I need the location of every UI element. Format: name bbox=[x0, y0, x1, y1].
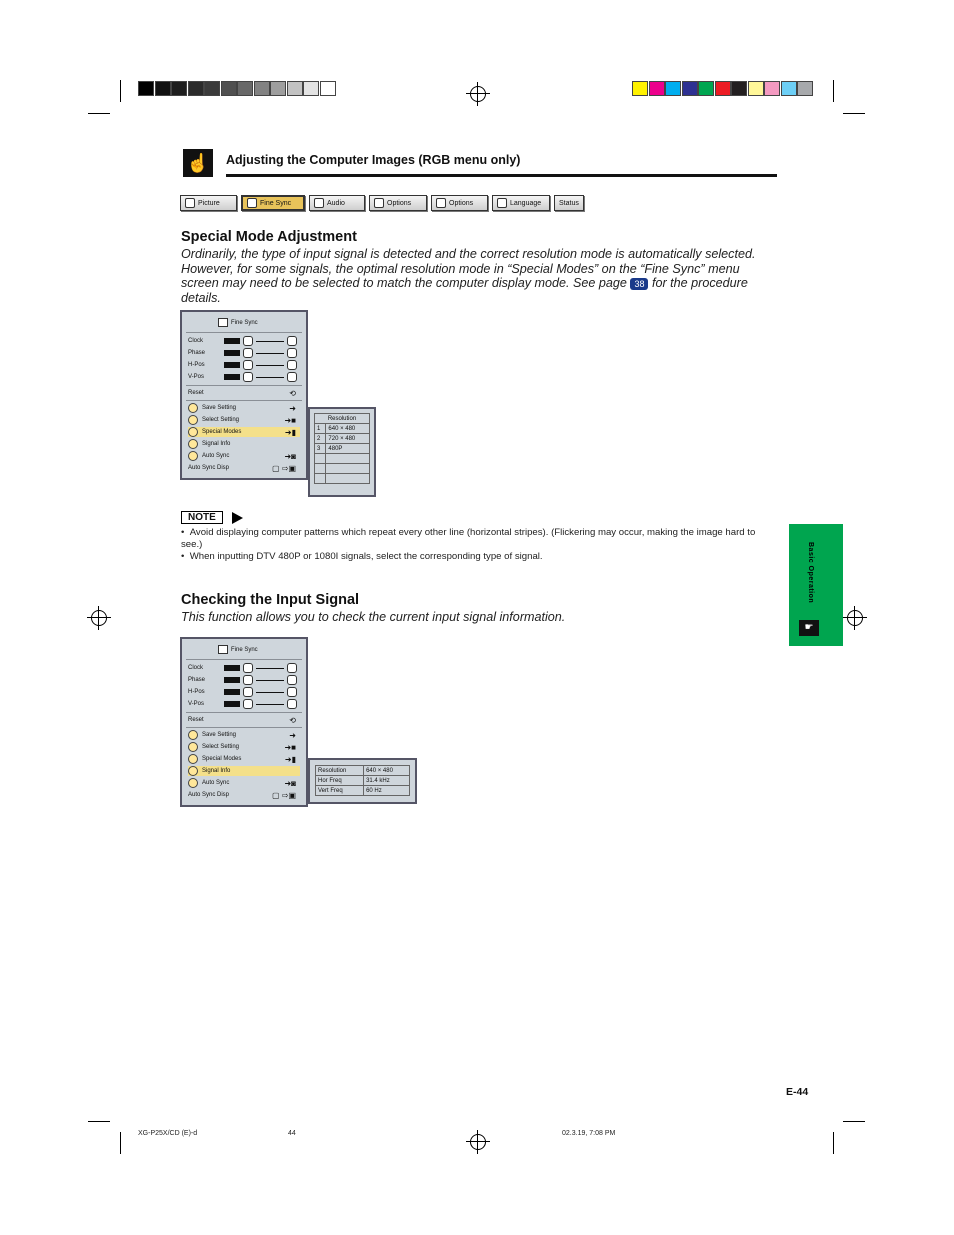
auto-sync-icon bbox=[188, 778, 198, 788]
slider-track bbox=[256, 365, 284, 366]
osd-item-special-modes[interactable] bbox=[188, 754, 300, 764]
crop-mark bbox=[88, 1121, 110, 1122]
tab-options-1[interactable] bbox=[369, 195, 427, 211]
arrow-right-icon: ➜▮ bbox=[284, 427, 296, 437]
row-label: Reset bbox=[188, 717, 204, 723]
row-label: H-Pos bbox=[188, 689, 205, 695]
row-key: Hor Freq bbox=[316, 776, 364, 786]
table-row bbox=[316, 766, 410, 776]
osd-title-text: Fine Sync bbox=[231, 646, 258, 653]
fine-sync-icon bbox=[218, 318, 228, 327]
footer-timestamp: 02.3.19, 7:08 PM bbox=[562, 1130, 616, 1137]
tab-status[interactable] bbox=[554, 195, 584, 211]
divider bbox=[186, 659, 302, 660]
color-swatch bbox=[797, 81, 813, 96]
crop-mark bbox=[120, 1132, 121, 1154]
row-number: 1 bbox=[315, 424, 326, 434]
value-bar bbox=[224, 665, 240, 671]
color-swatch bbox=[204, 81, 220, 96]
value-bar bbox=[224, 689, 240, 695]
knob-icon bbox=[287, 360, 297, 370]
registration-mark-icon bbox=[470, 86, 486, 102]
description-text: Ordinarily, the type of input signal is detected and the correct resolution mode is automatically selected. However, for some signals, the optimal resolution mode in “Special Modes” on the “Fine Sync” menu screen may need to be selected to match the computer display mode. See page bbox=[181, 247, 756, 291]
row-label: Select Setting bbox=[202, 417, 240, 423]
row-label: Phase bbox=[188, 350, 206, 356]
color-swatch bbox=[237, 81, 253, 96]
special-mode-heading: Special Mode Adjustment bbox=[181, 229, 357, 245]
color-swatch bbox=[303, 81, 319, 96]
crop-mark bbox=[843, 1121, 865, 1122]
crop-mark bbox=[833, 80, 834, 102]
resolution-table bbox=[314, 413, 370, 484]
osd-item-save-setting[interactable] bbox=[188, 403, 300, 413]
arrow-right-icon: ➜◙ bbox=[284, 451, 296, 461]
color-swatch bbox=[287, 81, 303, 96]
color-swatch bbox=[270, 81, 286, 96]
save-icon bbox=[188, 403, 198, 413]
color-swatch bbox=[254, 81, 270, 96]
knob-icon bbox=[287, 663, 297, 673]
osd-row-reset[interactable] bbox=[188, 715, 300, 725]
fine-sync-icon bbox=[218, 645, 228, 654]
osd-item-select-setting[interactable] bbox=[188, 415, 300, 425]
tab-label: Status bbox=[559, 199, 579, 207]
fine-sync-icon bbox=[247, 198, 257, 208]
row-label: V-Pos bbox=[188, 701, 205, 707]
footer-filename: XG-P25X/CD (E)-d bbox=[138, 1130, 198, 1137]
note-text: When inputting DTV 480P or 1080I signals, select the corresponding type of signal. bbox=[189, 551, 543, 562]
color-swatch bbox=[649, 81, 665, 96]
osd-row-hpos[interactable] bbox=[188, 360, 297, 370]
arrow-right-icon: ➜ bbox=[289, 403, 296, 413]
color-swatch bbox=[665, 81, 681, 96]
osd-row-clock[interactable] bbox=[188, 336, 297, 346]
note-text: Avoid displaying computer patterns which repeat every other line (horizontal stripes). (Flickering may occur, making the image hard to see.) bbox=[181, 527, 756, 550]
page-reference-badge[interactable]: 38 bbox=[630, 278, 648, 290]
knob-icon bbox=[243, 348, 253, 358]
options-icon bbox=[374, 198, 384, 208]
divider bbox=[186, 332, 302, 333]
value-bar bbox=[224, 374, 240, 380]
osd-title-text: Fine Sync bbox=[231, 319, 258, 326]
knob-icon bbox=[243, 675, 253, 685]
speaker-icon bbox=[314, 198, 324, 208]
note-arrow-icon bbox=[232, 512, 243, 524]
osd-row-reset[interactable] bbox=[188, 388, 300, 398]
color-swatch bbox=[781, 81, 797, 96]
slider-track bbox=[256, 704, 284, 705]
picture-icon bbox=[185, 198, 195, 208]
row-value: 640 × 480 bbox=[326, 424, 370, 434]
arrow-right-icon: ➜ bbox=[289, 730, 296, 740]
row-label: Auto Sync bbox=[202, 453, 230, 459]
osd-item-auto-sync[interactable] bbox=[188, 451, 300, 461]
arrow-right-icon: ▢ ⇨▣ bbox=[271, 463, 296, 473]
knob-icon bbox=[287, 687, 297, 697]
slider-track bbox=[256, 341, 284, 342]
value-bar bbox=[224, 701, 240, 707]
tab-label: Fine Sync bbox=[260, 199, 292, 207]
crop-mark bbox=[88, 113, 110, 114]
table-row bbox=[316, 776, 410, 786]
table-row bbox=[315, 464, 370, 474]
row-label: Special Modes bbox=[202, 429, 242, 435]
tab-language[interactable] bbox=[492, 195, 550, 211]
osd-item-save-setting[interactable] bbox=[188, 730, 300, 740]
row-value: 480P bbox=[326, 444, 370, 454]
color-swatch bbox=[715, 81, 731, 96]
color-swatch bbox=[731, 81, 747, 96]
value-bar bbox=[224, 338, 240, 344]
special-modes-icon bbox=[188, 427, 198, 437]
special-mode-description bbox=[181, 247, 777, 305]
color-swatch bbox=[682, 81, 698, 96]
knob-icon bbox=[287, 348, 297, 358]
row-label: H-Pos bbox=[188, 362, 205, 368]
color-swatch bbox=[155, 81, 171, 96]
menu-tab-bar bbox=[180, 195, 584, 213]
divider bbox=[186, 712, 302, 713]
tab-audio[interactable] bbox=[309, 195, 365, 211]
tab-label: Options bbox=[387, 199, 412, 207]
arrow-right-icon: ➜■ bbox=[284, 742, 296, 752]
checking-input-description: This function allows you to check the current input signal information. bbox=[181, 610, 566, 624]
table-row[interactable] bbox=[315, 434, 370, 444]
checking-input-heading: Checking the Input Signal bbox=[181, 592, 360, 608]
row-label: Reset bbox=[188, 390, 204, 396]
osd-row-clock[interactable] bbox=[188, 663, 297, 673]
divider bbox=[186, 727, 302, 728]
table-row[interactable] bbox=[315, 444, 370, 454]
color-swatch bbox=[698, 81, 714, 96]
signal-info-icon bbox=[188, 766, 198, 776]
row-label: Signal Info bbox=[202, 768, 231, 774]
osd-row-phase[interactable] bbox=[188, 675, 297, 685]
divider bbox=[186, 400, 302, 401]
note-bullet-1: • Avoid displaying computer patterns which repeat every other line (horizontal stripes). (Flickering may occur, making the image hard to see.) bbox=[181, 527, 756, 550]
knob-icon bbox=[287, 699, 297, 709]
row-label: Auto Sync bbox=[202, 780, 230, 786]
tab-label: Picture bbox=[198, 199, 220, 207]
knob-icon bbox=[243, 687, 253, 697]
reset-icon: ⟲ bbox=[289, 388, 296, 398]
knob-icon bbox=[243, 360, 253, 370]
crop-mark bbox=[843, 113, 865, 114]
arrow-right-icon: ➜◙ bbox=[284, 778, 296, 788]
row-key: Resolution bbox=[316, 766, 364, 776]
tab-options-2[interactable] bbox=[431, 195, 488, 211]
osd-item-auto-sync[interactable] bbox=[188, 778, 300, 788]
slider-track bbox=[256, 692, 284, 693]
slider-track bbox=[256, 377, 284, 378]
osd-item-signal-info[interactable] bbox=[188, 766, 300, 776]
special-modes-icon bbox=[188, 754, 198, 764]
save-icon bbox=[188, 730, 198, 740]
osd-item-select-setting[interactable] bbox=[188, 742, 300, 752]
row-number: 2 bbox=[315, 434, 326, 444]
value-bar bbox=[224, 362, 240, 368]
knob-icon bbox=[287, 675, 297, 685]
value-bar bbox=[224, 350, 240, 356]
auto-sync-icon bbox=[188, 451, 198, 461]
knob-icon bbox=[243, 663, 253, 673]
color-swatch bbox=[138, 81, 154, 96]
header-rule bbox=[226, 174, 777, 177]
slider-track bbox=[256, 668, 284, 669]
crop-mark bbox=[120, 80, 121, 102]
resolution-header: Resolution bbox=[315, 414, 370, 424]
row-number: 3 bbox=[315, 444, 326, 454]
select-icon bbox=[188, 415, 198, 425]
color-swatch bbox=[748, 81, 764, 96]
osd-item-auto-sync-disp[interactable] bbox=[188, 790, 300, 800]
color-swatch bbox=[188, 81, 204, 96]
note-label: NOTE bbox=[181, 511, 223, 524]
knob-icon bbox=[287, 336, 297, 346]
section-header-title: Adjusting the Computer Images (RGB menu only) bbox=[226, 153, 521, 167]
table-row bbox=[316, 786, 410, 796]
fine-sync-osd-menu-2 bbox=[180, 637, 308, 807]
tab-label: Language bbox=[510, 199, 542, 207]
row-label: Signal Info bbox=[202, 441, 231, 447]
registration-mark-icon bbox=[91, 610, 107, 626]
registration-mark-icon bbox=[847, 610, 863, 626]
tab-fine-sync[interactable] bbox=[241, 195, 305, 211]
hand-pointer-icon: ☝ bbox=[183, 149, 213, 177]
signal-info-table bbox=[315, 765, 410, 796]
arrow-right-icon: ➜▮ bbox=[284, 754, 296, 764]
knob-icon bbox=[287, 372, 297, 382]
osd-item-auto-sync-disp[interactable] bbox=[188, 463, 300, 473]
row-label: Special Modes bbox=[202, 756, 242, 762]
table-row[interactable] bbox=[315, 424, 370, 434]
chapter-side-tab bbox=[789, 524, 843, 646]
knob-icon bbox=[243, 372, 253, 382]
row-label: Select Setting bbox=[202, 744, 240, 750]
tab-label: Audio bbox=[327, 199, 345, 207]
row-value: 640 × 480 bbox=[364, 766, 410, 776]
slider-track bbox=[256, 680, 284, 681]
knob-icon bbox=[243, 336, 253, 346]
osd-item-special-modes[interactable] bbox=[188, 427, 300, 437]
value-bar bbox=[224, 677, 240, 683]
note-bullet-2: • When inputting DTV 480P or 1080I signals, select the corresponding type of signal. bbox=[181, 551, 543, 562]
row-value: 720 × 480 bbox=[326, 434, 370, 444]
signal-info-submenu bbox=[308, 758, 417, 804]
tab-label: Options bbox=[449, 199, 474, 207]
row-label: Auto Sync Disp bbox=[188, 465, 230, 471]
select-icon bbox=[188, 742, 198, 752]
osd-row-vpos[interactable] bbox=[188, 699, 297, 709]
knob-icon bbox=[243, 699, 253, 709]
row-label: Auto Sync Disp bbox=[188, 792, 230, 798]
row-label: Save Setting bbox=[202, 732, 237, 738]
row-label: V-Pos bbox=[188, 374, 205, 380]
osd-row-vpos[interactable] bbox=[188, 372, 297, 382]
table-row bbox=[315, 474, 370, 484]
color-swatch bbox=[632, 81, 648, 96]
table-row bbox=[315, 454, 370, 464]
options-icon bbox=[436, 198, 446, 208]
registration-mark-icon bbox=[470, 1134, 486, 1150]
language-icon bbox=[497, 198, 507, 208]
osd-row-phase[interactable] bbox=[188, 348, 297, 358]
hand-pointer-icon: ☛ bbox=[799, 620, 819, 636]
signal-info-icon bbox=[188, 439, 198, 449]
row-value: 60 Hz bbox=[364, 786, 410, 796]
fine-sync-osd-menu bbox=[180, 310, 308, 480]
row-label: Clock bbox=[188, 338, 204, 344]
chapter-label: Basic Operation bbox=[807, 542, 814, 604]
slider-track bbox=[256, 353, 284, 354]
footer-page: 44 bbox=[288, 1130, 296, 1137]
osd-title bbox=[218, 645, 258, 654]
osd-row-hpos[interactable] bbox=[188, 687, 297, 697]
color-swatch bbox=[764, 81, 780, 96]
color-swatch bbox=[320, 81, 336, 96]
arrow-right-icon: ➜■ bbox=[284, 415, 296, 425]
tab-picture[interactable] bbox=[180, 195, 237, 211]
row-label: Phase bbox=[188, 677, 206, 683]
color-swatch bbox=[171, 81, 187, 96]
row-value: 31.4 kHz bbox=[364, 776, 410, 786]
special-modes-submenu bbox=[308, 407, 376, 497]
crop-mark bbox=[833, 1132, 834, 1154]
page-number: E-44 bbox=[786, 1086, 809, 1098]
divider bbox=[186, 385, 302, 386]
color-swatch bbox=[221, 81, 237, 96]
description-text: for the procedure details. bbox=[181, 276, 748, 305]
arrow-right-icon: ▢ ⇨▣ bbox=[271, 790, 296, 800]
osd-item-signal-info[interactable] bbox=[188, 439, 300, 449]
osd-title bbox=[218, 318, 258, 327]
row-key: Vert Freq bbox=[316, 786, 364, 796]
row-label: Save Setting bbox=[202, 405, 237, 411]
row-label: Clock bbox=[188, 665, 204, 671]
reset-icon: ⟲ bbox=[289, 715, 296, 725]
